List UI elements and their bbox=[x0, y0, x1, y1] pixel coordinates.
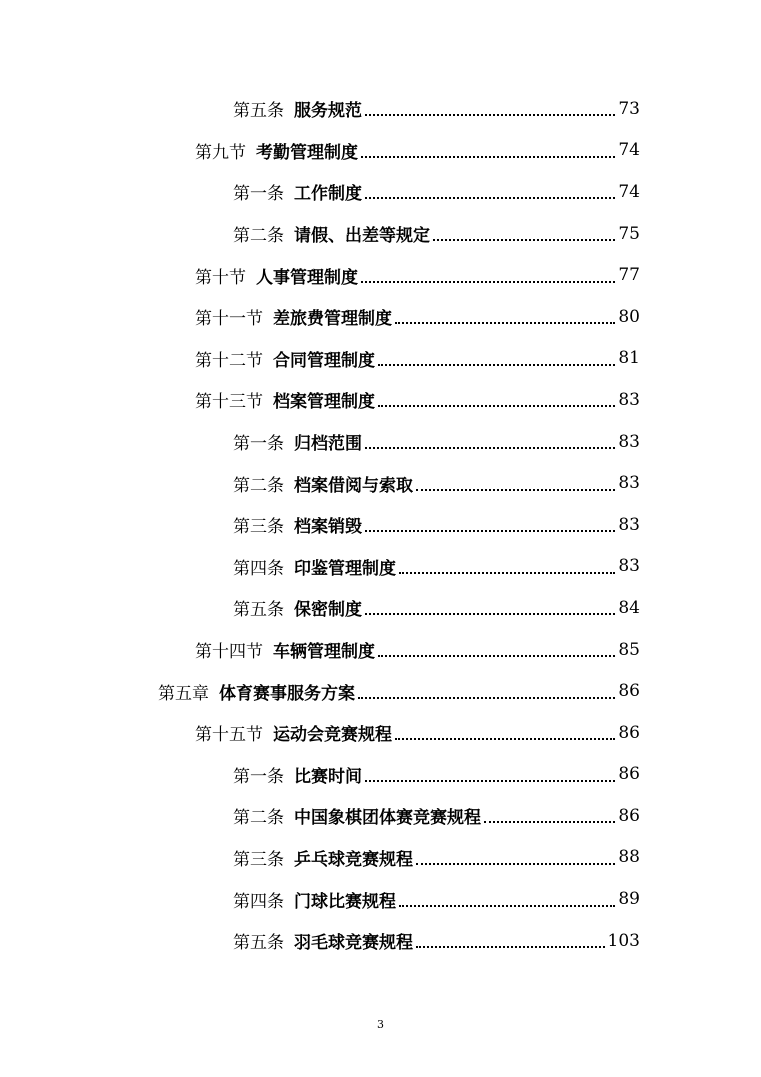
toc-entry-label: 第一条 bbox=[233, 184, 284, 205]
toc-entry-title: 比赛时间 bbox=[294, 766, 362, 787]
toc-entry-title: 门球比赛规程 bbox=[294, 891, 396, 912]
toc-entry[interactable] bbox=[0, 213, 761, 255]
toc-entry-page: 86 bbox=[618, 764, 640, 785]
page-number: 3 bbox=[377, 1018, 384, 1031]
toc-entry-title: 车辆管理制度 bbox=[273, 642, 375, 663]
dot-leader bbox=[399, 904, 615, 907]
toc-entry[interactable] bbox=[0, 754, 761, 796]
dot-leader bbox=[395, 321, 615, 324]
toc-entry-title: 档案管理制度 bbox=[273, 392, 375, 413]
toc-entry-label: 第五章 bbox=[158, 683, 209, 704]
toc-entry-title: 印鉴管理制度 bbox=[294, 558, 396, 579]
toc-entry-label: 第九节 bbox=[195, 142, 246, 163]
toc-entry-title: 差旅费管理制度 bbox=[273, 309, 392, 330]
toc-entry-label: 第五条 bbox=[233, 933, 284, 954]
toc-entry-page: 81 bbox=[618, 348, 640, 369]
toc-entry-page: 83 bbox=[618, 473, 640, 494]
toc-entry-label: 第十三节 bbox=[195, 392, 263, 413]
toc-entry-label: 第十二节 bbox=[195, 350, 263, 371]
dot-leader bbox=[416, 945, 605, 948]
toc-entry-label: 第二条 bbox=[233, 226, 284, 247]
toc-entry[interactable] bbox=[0, 296, 761, 338]
toc-entry[interactable] bbox=[0, 546, 761, 588]
toc-entry-page: 75 bbox=[618, 223, 640, 244]
dot-leader bbox=[365, 196, 615, 199]
toc-entry[interactable] bbox=[0, 878, 761, 920]
toc-entry-page: 86 bbox=[618, 681, 640, 702]
toc-entry[interactable] bbox=[0, 338, 761, 380]
dot-leader bbox=[365, 612, 615, 615]
dot-leader bbox=[358, 696, 615, 699]
toc-entry-title: 中国象棋团体赛竞赛规程 bbox=[294, 808, 481, 829]
toc-entry-title: 档案借阅与索取 bbox=[294, 475, 413, 496]
toc-entry[interactable] bbox=[0, 130, 761, 172]
toc-entry-title: 服务规范 bbox=[294, 101, 362, 122]
toc-entry-label: 第十节 bbox=[195, 267, 246, 288]
dot-leader bbox=[416, 862, 615, 865]
toc-entry-title: 保密制度 bbox=[294, 600, 362, 621]
toc-entry[interactable] bbox=[0, 837, 761, 879]
dot-leader bbox=[484, 820, 615, 823]
toc-entry-page: 86 bbox=[618, 805, 640, 826]
toc-entry-page: 74 bbox=[618, 140, 640, 161]
toc-entry-page: 73 bbox=[618, 98, 640, 119]
dot-leader bbox=[365, 446, 615, 449]
toc-entry-page: 85 bbox=[618, 639, 640, 660]
dot-leader bbox=[378, 363, 615, 366]
toc-entry[interactable] bbox=[0, 254, 761, 296]
toc-entry-title: 档案销毁 bbox=[294, 517, 362, 538]
toc-entry-label: 第五条 bbox=[233, 101, 284, 122]
toc-entry-page: 103 bbox=[607, 930, 640, 951]
dot-leader bbox=[365, 529, 615, 532]
toc-entry[interactable] bbox=[0, 587, 761, 629]
toc-entry-label: 第三条 bbox=[233, 517, 284, 538]
toc-entry-label: 第三条 bbox=[233, 849, 284, 870]
dot-leader bbox=[361, 280, 615, 283]
toc-entry-title: 人事管理制度 bbox=[256, 267, 358, 288]
dot-leader bbox=[365, 113, 615, 116]
toc-entry[interactable] bbox=[0, 504, 761, 546]
toc-entry[interactable] bbox=[0, 88, 761, 130]
toc-entry-label: 第四条 bbox=[233, 891, 284, 912]
toc-entry-label: 第二条 bbox=[233, 475, 284, 496]
dot-leader bbox=[378, 404, 615, 407]
toc-entry[interactable] bbox=[0, 421, 761, 463]
toc-entry-page: 74 bbox=[618, 181, 640, 202]
toc-entry[interactable] bbox=[0, 171, 761, 213]
dot-leader bbox=[395, 737, 615, 740]
toc-entry-label: 第一条 bbox=[233, 434, 284, 455]
toc-entry[interactable] bbox=[0, 462, 761, 504]
dot-leader bbox=[416, 488, 615, 491]
toc-entry-title: 运动会竞赛规程 bbox=[273, 725, 392, 746]
table-of-contents bbox=[0, 88, 761, 961]
toc-entry[interactable] bbox=[0, 670, 761, 712]
toc-entry-page: 86 bbox=[618, 722, 640, 743]
toc-entry[interactable] bbox=[0, 795, 761, 837]
toc-entry-page: 83 bbox=[618, 431, 640, 452]
dot-leader bbox=[378, 654, 615, 657]
toc-entry-label: 第十五节 bbox=[195, 725, 263, 746]
toc-entry-page: 77 bbox=[618, 265, 640, 286]
toc-entry-page: 83 bbox=[618, 389, 640, 410]
toc-entry-title: 合同管理制度 bbox=[273, 350, 375, 371]
toc-entry-title: 归档范围 bbox=[294, 434, 362, 455]
toc-entry-title: 工作制度 bbox=[294, 184, 362, 205]
dot-leader bbox=[399, 571, 615, 574]
toc-entry-label: 第一条 bbox=[233, 766, 284, 787]
toc-entry-page: 83 bbox=[618, 514, 640, 535]
toc-entry-title: 乒乓球竞赛规程 bbox=[294, 849, 413, 870]
toc-entry-title: 羽毛球竞赛规程 bbox=[294, 933, 413, 954]
toc-entry-label: 第五条 bbox=[233, 600, 284, 621]
toc-entry[interactable] bbox=[0, 712, 761, 754]
dot-leader bbox=[365, 779, 615, 782]
dot-leader bbox=[433, 238, 615, 241]
toc-entry-label: 第十四节 bbox=[195, 642, 263, 663]
toc-entry[interactable] bbox=[0, 629, 761, 671]
toc-entry-title: 考勤管理制度 bbox=[256, 142, 358, 163]
toc-entry-label: 第二条 bbox=[233, 808, 284, 829]
toc-entry-page: 89 bbox=[618, 889, 640, 910]
toc-entry-page: 84 bbox=[618, 597, 640, 618]
toc-entry[interactable] bbox=[0, 920, 761, 962]
toc-entry[interactable] bbox=[0, 379, 761, 421]
toc-entry-page: 83 bbox=[618, 556, 640, 577]
toc-entry-label: 第四条 bbox=[233, 558, 284, 579]
toc-entry-label: 第十一节 bbox=[195, 309, 263, 330]
toc-entry-page: 88 bbox=[618, 847, 640, 868]
toc-entry-title: 体育赛事服务方案 bbox=[219, 683, 355, 704]
toc-entry-title: 请假、出差等规定 bbox=[294, 226, 430, 247]
toc-entry-page: 80 bbox=[618, 306, 640, 327]
dot-leader bbox=[361, 155, 615, 158]
